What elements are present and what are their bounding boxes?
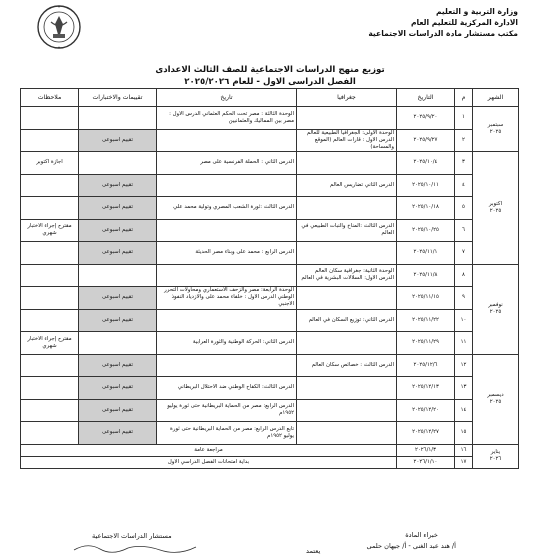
row-history: الدرس الثاني: الحركة الوطنية والثورة العرابية [157,332,297,355]
row-history [157,129,297,152]
month-year: ٢٠٢٥ [489,207,502,214]
month-cell [473,264,519,354]
row-date: ٢٠٢٦/١/١٠ [397,456,455,468]
month-year: ٢٠٢٥ [489,309,502,315]
header-num: م [455,89,473,107]
row-merged-content: مراجعة عامة [21,444,397,456]
row-assessment: تقييم اسبوعى [79,422,157,445]
row-geography [297,152,397,175]
row-number: ١ [455,107,473,130]
row-date: ٢٠٢٥/١١/٢٩ [397,332,455,355]
row-notes: اجازة اكتوبر [21,152,79,175]
row-geography: الدرس الثالث :المناخ والنبات الطبيعي في العالم [297,219,397,242]
row-date: ٢٠٢٥/٩/٢٧ [397,129,455,152]
row-notes [21,354,79,377]
row-geography [297,332,397,355]
table-row [21,129,519,152]
header-month: الشهر [473,89,519,107]
row-assessment: تقييم اسبوعى [79,174,157,197]
row-number: ١٦ [455,444,473,456]
row-geography [297,422,397,445]
advisor-title: مستشار الدراسات الاجتماعية [92,532,172,540]
row-notes [21,309,79,332]
row-number: ١٤ [455,399,473,422]
row-number: ٢ [455,129,473,152]
row-history: تابع الدرس الرابع: مصر من الحماية البريطانية حتى ثورة يوليو ١٩٥٢م [157,422,297,445]
month-cell [473,107,519,152]
row-assessment [79,107,157,130]
row-notes [21,287,79,310]
table-row [21,107,519,130]
row-number: ١٢ [455,354,473,377]
ministry-seal-logo [36,4,82,50]
row-notes [21,422,79,445]
table-row [21,399,519,422]
row-assessment: تقييم اسبوعى [79,309,157,332]
table-header-row [21,89,519,107]
header-history: تاريخ [157,89,297,107]
table-row [21,152,519,175]
row-notes [21,264,79,287]
row-date: ٢٠٢٥/١٠/٢٥ [397,219,455,242]
row-date: ٢٠٢٥/١٢/١٣ [397,377,455,400]
month-cell [473,354,519,444]
row-geography [297,399,397,422]
table-row [21,422,519,445]
row-notes [21,399,79,422]
row-date: ٢٠٢٥/١٢/٦ [397,354,455,377]
month-year: ٢٠٢٥ [489,399,502,405]
row-number: ٤ [455,174,473,197]
row-geography [297,242,397,265]
table-row [21,377,519,400]
row-assessment: تقييم اسبوعى [79,287,157,310]
row-number: ٦ [455,219,473,242]
signature-image [70,540,200,554]
row-number: ١٣ [455,377,473,400]
row-date: ٢٠٢٥/١٢/٢٠ [397,399,455,422]
row-number: ٧ [455,242,473,265]
row-geography: الوحدة الثانية: جغرافية سكان العالم الدرس الاول: السلالات البشرية في العالم [297,264,397,287]
row-assessment [79,332,157,355]
approve-label: يعتمد [306,547,321,555]
row-geography: الدرس الثالث : خصائص سكان العالم [297,354,397,377]
row-assessment: تقييم اسبوعى [79,354,157,377]
row-notes: مقترح إجراء الاختبار شهري [21,219,79,242]
document-title [0,64,540,88]
row-history [157,309,297,332]
row-date: ٢٠٢٥/١١/٢٢ [397,309,455,332]
experts-names: أ/ هند عبد الغنى - أ/ جيهان حلمى [366,542,456,550]
row-number: ١٠ [455,309,473,332]
row-geography [297,287,397,310]
row-notes [21,174,79,197]
row-notes [21,107,79,130]
row-assessment: تقييم اسبوعى [79,129,157,152]
table-row [21,242,519,265]
row-notes [21,242,79,265]
curriculum-table [20,88,519,469]
row-number: ٩ [455,287,473,310]
header-line-3: مكتب مستشار مادة الدراسات الاجتماعية [368,29,518,38]
row-geography [297,107,397,130]
row-history [157,174,297,197]
row-assessment: تقييم اسبوعى [79,242,157,265]
row-notes [21,197,79,220]
row-history [157,264,297,287]
table-row [21,197,519,220]
row-assessment [79,152,157,175]
row-number: ١٥ [455,422,473,445]
month-name: يناير [490,449,501,455]
row-history: الوحدة الرابعة: مصر والزحف الاستعماري ومحاولات التحرر الوطني الدرس الاول : خلفاء محمد على والازدياد النفوذ الاجنبي [157,287,297,310]
table-row [21,444,519,456]
row-assessment [79,264,157,287]
experts-title: خبراء المادة [405,531,438,539]
table-row [21,456,519,468]
header-geography: جغرافيا [297,89,397,107]
row-number: ١١ [455,332,473,355]
row-history [157,354,297,377]
row-date: ٢٠٢٥/١١/١٥ [397,287,455,310]
month-name: نوفمبر [488,302,503,308]
row-assessment: تقييم اسبوعى [79,399,157,422]
row-date: ٢٠٢٥/١١/١ [397,242,455,265]
table-row [21,264,519,287]
header-line-1: وزارة التربية و التعليم [435,7,518,16]
month-year: ٢٠٢٥ [489,129,502,135]
header-notes: ملاحظات [21,89,79,107]
table-row [21,219,519,242]
row-geography: الدرس الثاني: توزيع السكان في العالم [297,309,397,332]
month-name: سبتمبر [487,122,504,128]
row-notes [21,377,79,400]
row-geography [297,197,397,220]
table-row [21,309,519,332]
row-assessment: تقييم اسبوعى [79,219,157,242]
row-number: ١٧ [455,456,473,468]
row-date: ٢٠٢٥/١١/٨ [397,264,455,287]
table-row [21,174,519,197]
table-row [21,287,519,310]
header-line-2: الادارة المركزية للتعليم العام [410,18,518,27]
row-date: ٢٠٢٥/١٠/١١ [397,174,455,197]
month-cell [473,444,519,468]
row-number: ٥ [455,197,473,220]
title-main: توزيع منهج الدراسات الاجتماعية للصف الثالث الاعدادى [155,65,385,75]
ministry-header [218,6,518,39]
row-history: الدرس الرابع: مصر من الحماية البريطانية حتى ثورة يوليو ١٩٥٢م [157,399,297,422]
row-assessment: تقييم اسبوعى [79,377,157,400]
row-date: ٢٠٢٥/١٢/٢٧ [397,422,455,445]
month-name: اكتوبر [489,200,502,207]
row-notes [21,129,79,152]
row-history: الدرس الثالث: الكفاح الوطني ضد الاحتلال البريطاني [157,377,297,400]
row-geography: الدرس الثاني تضاريس العالم [297,174,397,197]
row-history: الدرس الثالث :ثورة الشعب المصري وتولية محمد علي [157,197,297,220]
row-date: ٢٠٢٦/١/٣ [397,444,455,456]
row-geography [297,377,397,400]
table-row [21,332,519,355]
month-cell [473,152,519,265]
title-sub: الفصل الدراسى الاول - للعام ٢٠٢٥/٢٠٢٦ [184,77,356,87]
row-date: ٢٠٢٥/١٠/٤ [397,152,455,175]
row-number: ٣ [455,152,473,175]
row-number: ٨ [455,264,473,287]
month-name: ديسمبر [487,392,504,398]
row-notes: مقترح إجراء الاختبار شهري [21,332,79,355]
row-history: الدرس الثاني : الحملة الفرنسية على مصر [157,152,297,175]
month-year: ٢٠٢٦ [489,456,502,462]
row-date: ٢٠٢٥/١٠/١٨ [397,197,455,220]
row-assessment: تقييم اسبوعى [79,197,157,220]
row-date: ٢٠٢٥/٩/٢٠ [397,107,455,130]
header-assessments: تقييمات والاختبارات [79,89,157,107]
row-merged-content: بداية امتحانات الفصل الدراسي الاول [21,456,397,468]
table-row [21,354,519,377]
header-date: التاريخ [397,89,455,107]
row-history: الوحدة الثالثة : مصر تحت الحكم العثماني الدرس الاول : مصر بين المماليك والعثمانيين [157,107,297,130]
row-history: الدرس الرابع : محمد على وبناء مصر الحديثة [157,242,297,265]
row-history [157,219,297,242]
row-geography: الوحدة الاولى: الجغرافيا الطبيعية للعالم الدرس الاول : قارات العالم (الموقع والمساحة) [297,129,397,152]
